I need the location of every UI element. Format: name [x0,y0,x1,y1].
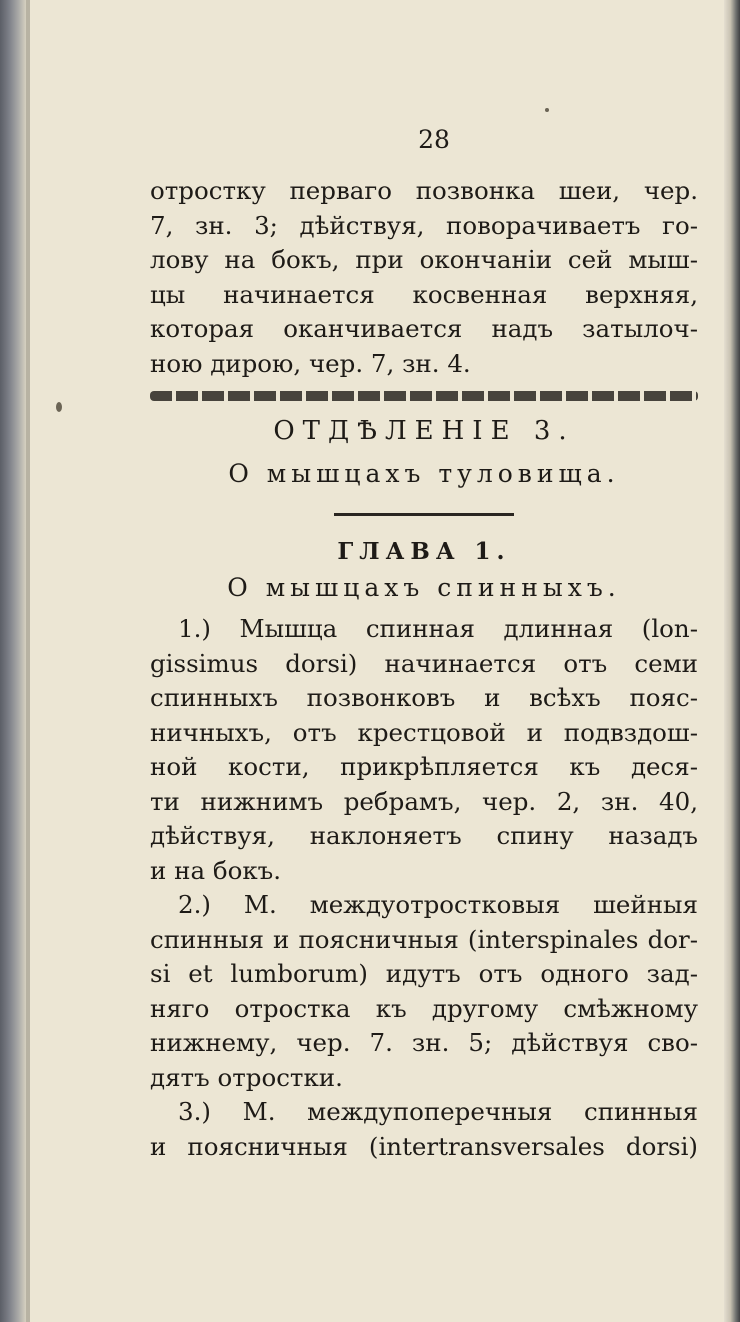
page-edge [724,0,740,1322]
paper-speck [545,108,549,112]
paragraph-2 [150,888,698,1095]
book-binding [0,0,26,1322]
text-line: лову на бокъ, при окончанiи сей мыш- [150,245,698,274]
text-line: которая оканчивается надъ затылоч- [150,314,698,343]
text-line: ной кости, прикрѣпляется къ деся- [150,752,698,781]
text-line: ною дирою, чер. 7, зн. 4. [150,348,471,378]
binding-edge [26,0,30,1322]
intro-text [150,174,698,381]
text-line: ничныхъ, отъ крестцовой и подвздош- [150,717,698,747]
text-line: 1.) Мышца спинная длинная (lon- [178,614,698,643]
paragraph-3 [150,1095,698,1164]
text-line: няго отростка къ другому смѣжному [150,993,698,1023]
ink-mark [56,402,62,412]
text-line: дятъ отростки. [150,1062,343,1092]
section-subtitle: О мышцахъ туловища. [228,459,620,488]
text-line: si et lumborum) идутъ отъ одного зад- [150,959,698,988]
text-line: и поясничныя (intertransversales dorsi) [150,1131,698,1161]
chapter-subtitle: О мышцахъ спинныхъ. [227,573,621,602]
page-content [150,125,698,1164]
text-line: спинныя и поясничныя (interspinales dor- [150,924,698,954]
text-line: дѣйствуя, наклоняетъ спину назадъ [150,821,698,850]
page-number: 28 [418,125,450,154]
chapter-title: ГЛАВА 1. [337,538,511,565]
section-rule [334,513,514,516]
text-line: gissimus dorsi) начинается отъ семи [150,648,698,678]
text-line: отростку перваго позвонка шеи, чер. [150,176,698,205]
text-line: 7, зн. 3; дѣйствуя, поворачиваетъ го- [150,210,698,240]
text-line: нижнему, чер. 7. зн. 5; дѣйствуя сво- [150,1028,698,1057]
section-title: ОТДѢЛЕНIЕ 3. [273,416,575,446]
text-line: 2.) М. междуотростковыя шейныя [178,890,698,919]
text-line: спинныхъ позвонковъ и всѣхъ пояс- [150,683,698,712]
text-line: ти нижнимъ ребрамъ, чер. 2, зн. 40, [150,786,698,816]
text-line: цы начинается косвенная верхняя, [150,279,698,309]
paragraph-1 [150,612,698,888]
text-line: и на бокъ. [150,855,282,885]
ornamental-divider [150,391,698,401]
text-line: 3.) М. междупоперечныя спинныя [178,1097,698,1126]
